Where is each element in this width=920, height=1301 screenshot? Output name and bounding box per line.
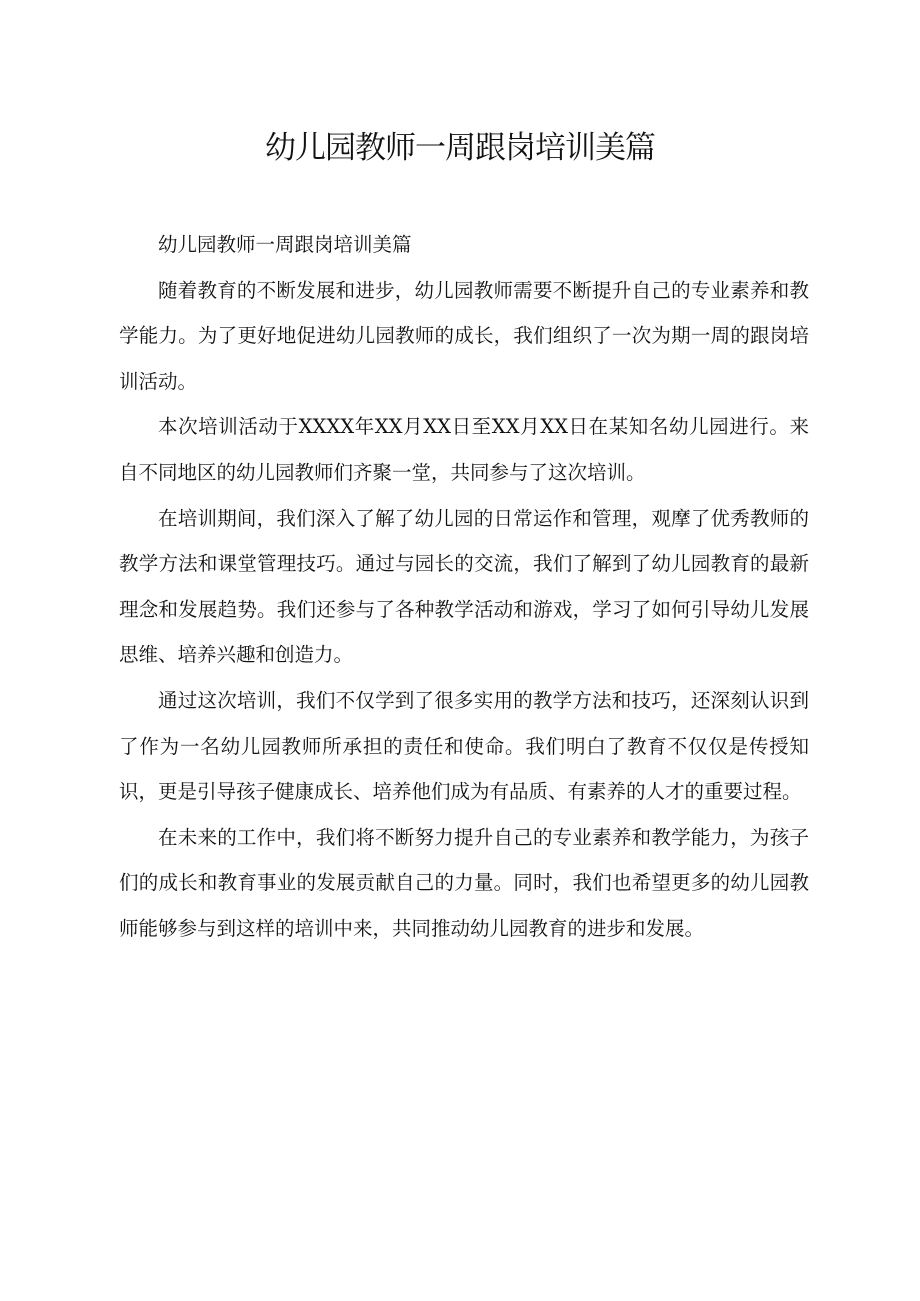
paragraph-training-content: 在培训期间，我们深入了解了幼儿园的日常运作和管理，观摩了优秀教师的教学方法和课堂管理技巧。通过与园长的交流，我们了解到了幼儿园教育的最新理念和发展趋势。我们还参与了各种教学活动和游戏，学习了如何引导幼儿发展思维、培养兴趣和创造力。 (119, 506, 809, 667)
paragraph-subtitle: 幼儿园教师一周跟岗培训美篇 (158, 233, 412, 256)
document-title: 幼儿园教师一周跟岗培训美篇 (265, 130, 655, 166)
paragraph-event-details: 本次培训活动于XXXX年XX月XX日至XX月XX日在某知名幼儿园进行。来自不同地区的幼儿园教师们齐聚一堂，共同参与了这次培训。 (119, 415, 809, 484)
document-body (119, 222, 809, 952)
paragraph-future: 在未来的工作中，我们将不断努力提升自己的专业素养和教学能力，为孩子们的成长和教育事业的发展贡献自己的力量。同时，我们也希望更多的幼儿园教师能够参与到这样的培训中来，共同推动幼儿园教育的进步和发展。 (119, 825, 809, 940)
paragraph-reflection: 通过这次培训，我们不仅学到了很多实用的教学方法和技巧，还深刻认识到了作为一名幼儿园教师所承担的责任和使命。我们明白了教育不仅仅是传授知识，更是引导孩子健康成长、培养他们成为有品质、有素养的人才的重要过程。 (119, 688, 809, 804)
paragraph-intro: 随着教育的不断发展和进步，幼儿园教师需要不断提升自己的专业素养和教学能力。为了更好地促进幼儿园教师的成长，我们组织了一次为期一周的跟岗培训活动。 (119, 278, 809, 393)
